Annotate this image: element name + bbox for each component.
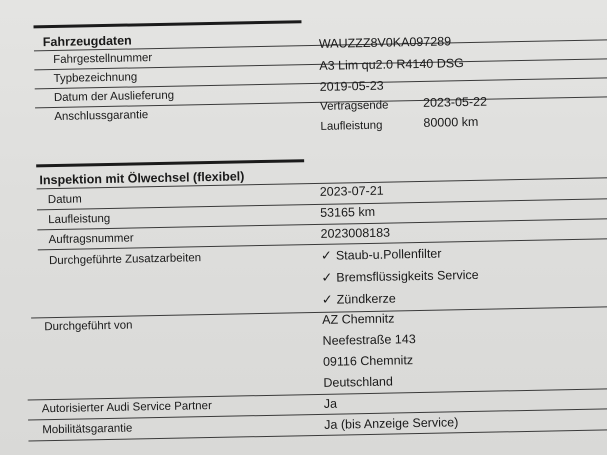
label-laufleistung: Laufleistung [48,212,111,227]
value-laufleistung: 53165 km [320,204,376,220]
section-rule [33,20,301,28]
label-anschlussgarantie: Anschlussgarantie [54,109,149,123]
checkmark-icon: ✓ [320,247,333,263]
checkmark-icon: ✓ [321,269,333,285]
address-line: AZ Chemnitz [322,311,395,327]
label-fahrgestellnummer: Fahrgestellnummer [53,52,153,66]
value-fahrgestellnummer: WAUZZZ8V0KA097289 [318,34,452,51]
label-service-partner: Autorisierter Audi Service Partner [41,400,212,416]
label-garantie-laufleistung: Laufleistung [320,119,383,133]
value-vertragsende: 2023-05-22 [422,94,488,110]
label-typbezeichnung: Typbezeichnung [53,71,138,85]
value-datum: 2023-07-21 [319,183,384,199]
value-auslieferung: 2019-05-23 [319,78,384,94]
checkmark-icon: ✓ [321,291,333,307]
section-title-inspektion: Inspektion mit Ölwechsel (flexibel) [39,169,245,188]
value-auftragsnummer: 2023008183 [320,225,391,241]
label-zusatzarbeiten: Durchgeführte Zusatzarbeiten [48,252,202,268]
value-mobilitaetsgarantie: Ja (bis Anzeige Service) [324,415,459,432]
address-line: Neefestraße 143 [322,332,416,348]
section-rule [36,159,304,167]
label-auftragsnummer: Auftragsnummer [48,232,134,247]
row-divider [28,388,607,400]
label-vertragsende: Vertragsende [319,99,389,113]
label-auslieferung: Datum der Auslieferung [53,89,175,104]
zusatzarbeit-item: ✓ Bremsflüssigkeits Service [321,267,479,285]
value-garantie-laufleistung: 80000 km [423,114,479,130]
zusatzarbeit-item: ✓ Zündkerze [321,291,396,307]
address-line: 09116 Chemnitz [322,353,414,369]
label-datum: Datum [47,193,82,207]
zusatzarbeit-item: ✓ Staub-u.Pollenfilter [320,246,442,263]
address-line: Deutschland [323,374,394,390]
label-mobilitaetsgarantie: Mobilitätsgarantie [42,422,133,437]
row-divider [31,306,607,318]
value-typbezeichnung: A3 Lim qu2.0 R4140 DSG [319,56,464,73]
section-title-fahrzeugdaten: Fahrzeugdaten [42,33,132,50]
label-durchgefuehrt: Durchgeführt von [44,319,133,334]
value-service-partner: Ja [323,396,338,411]
